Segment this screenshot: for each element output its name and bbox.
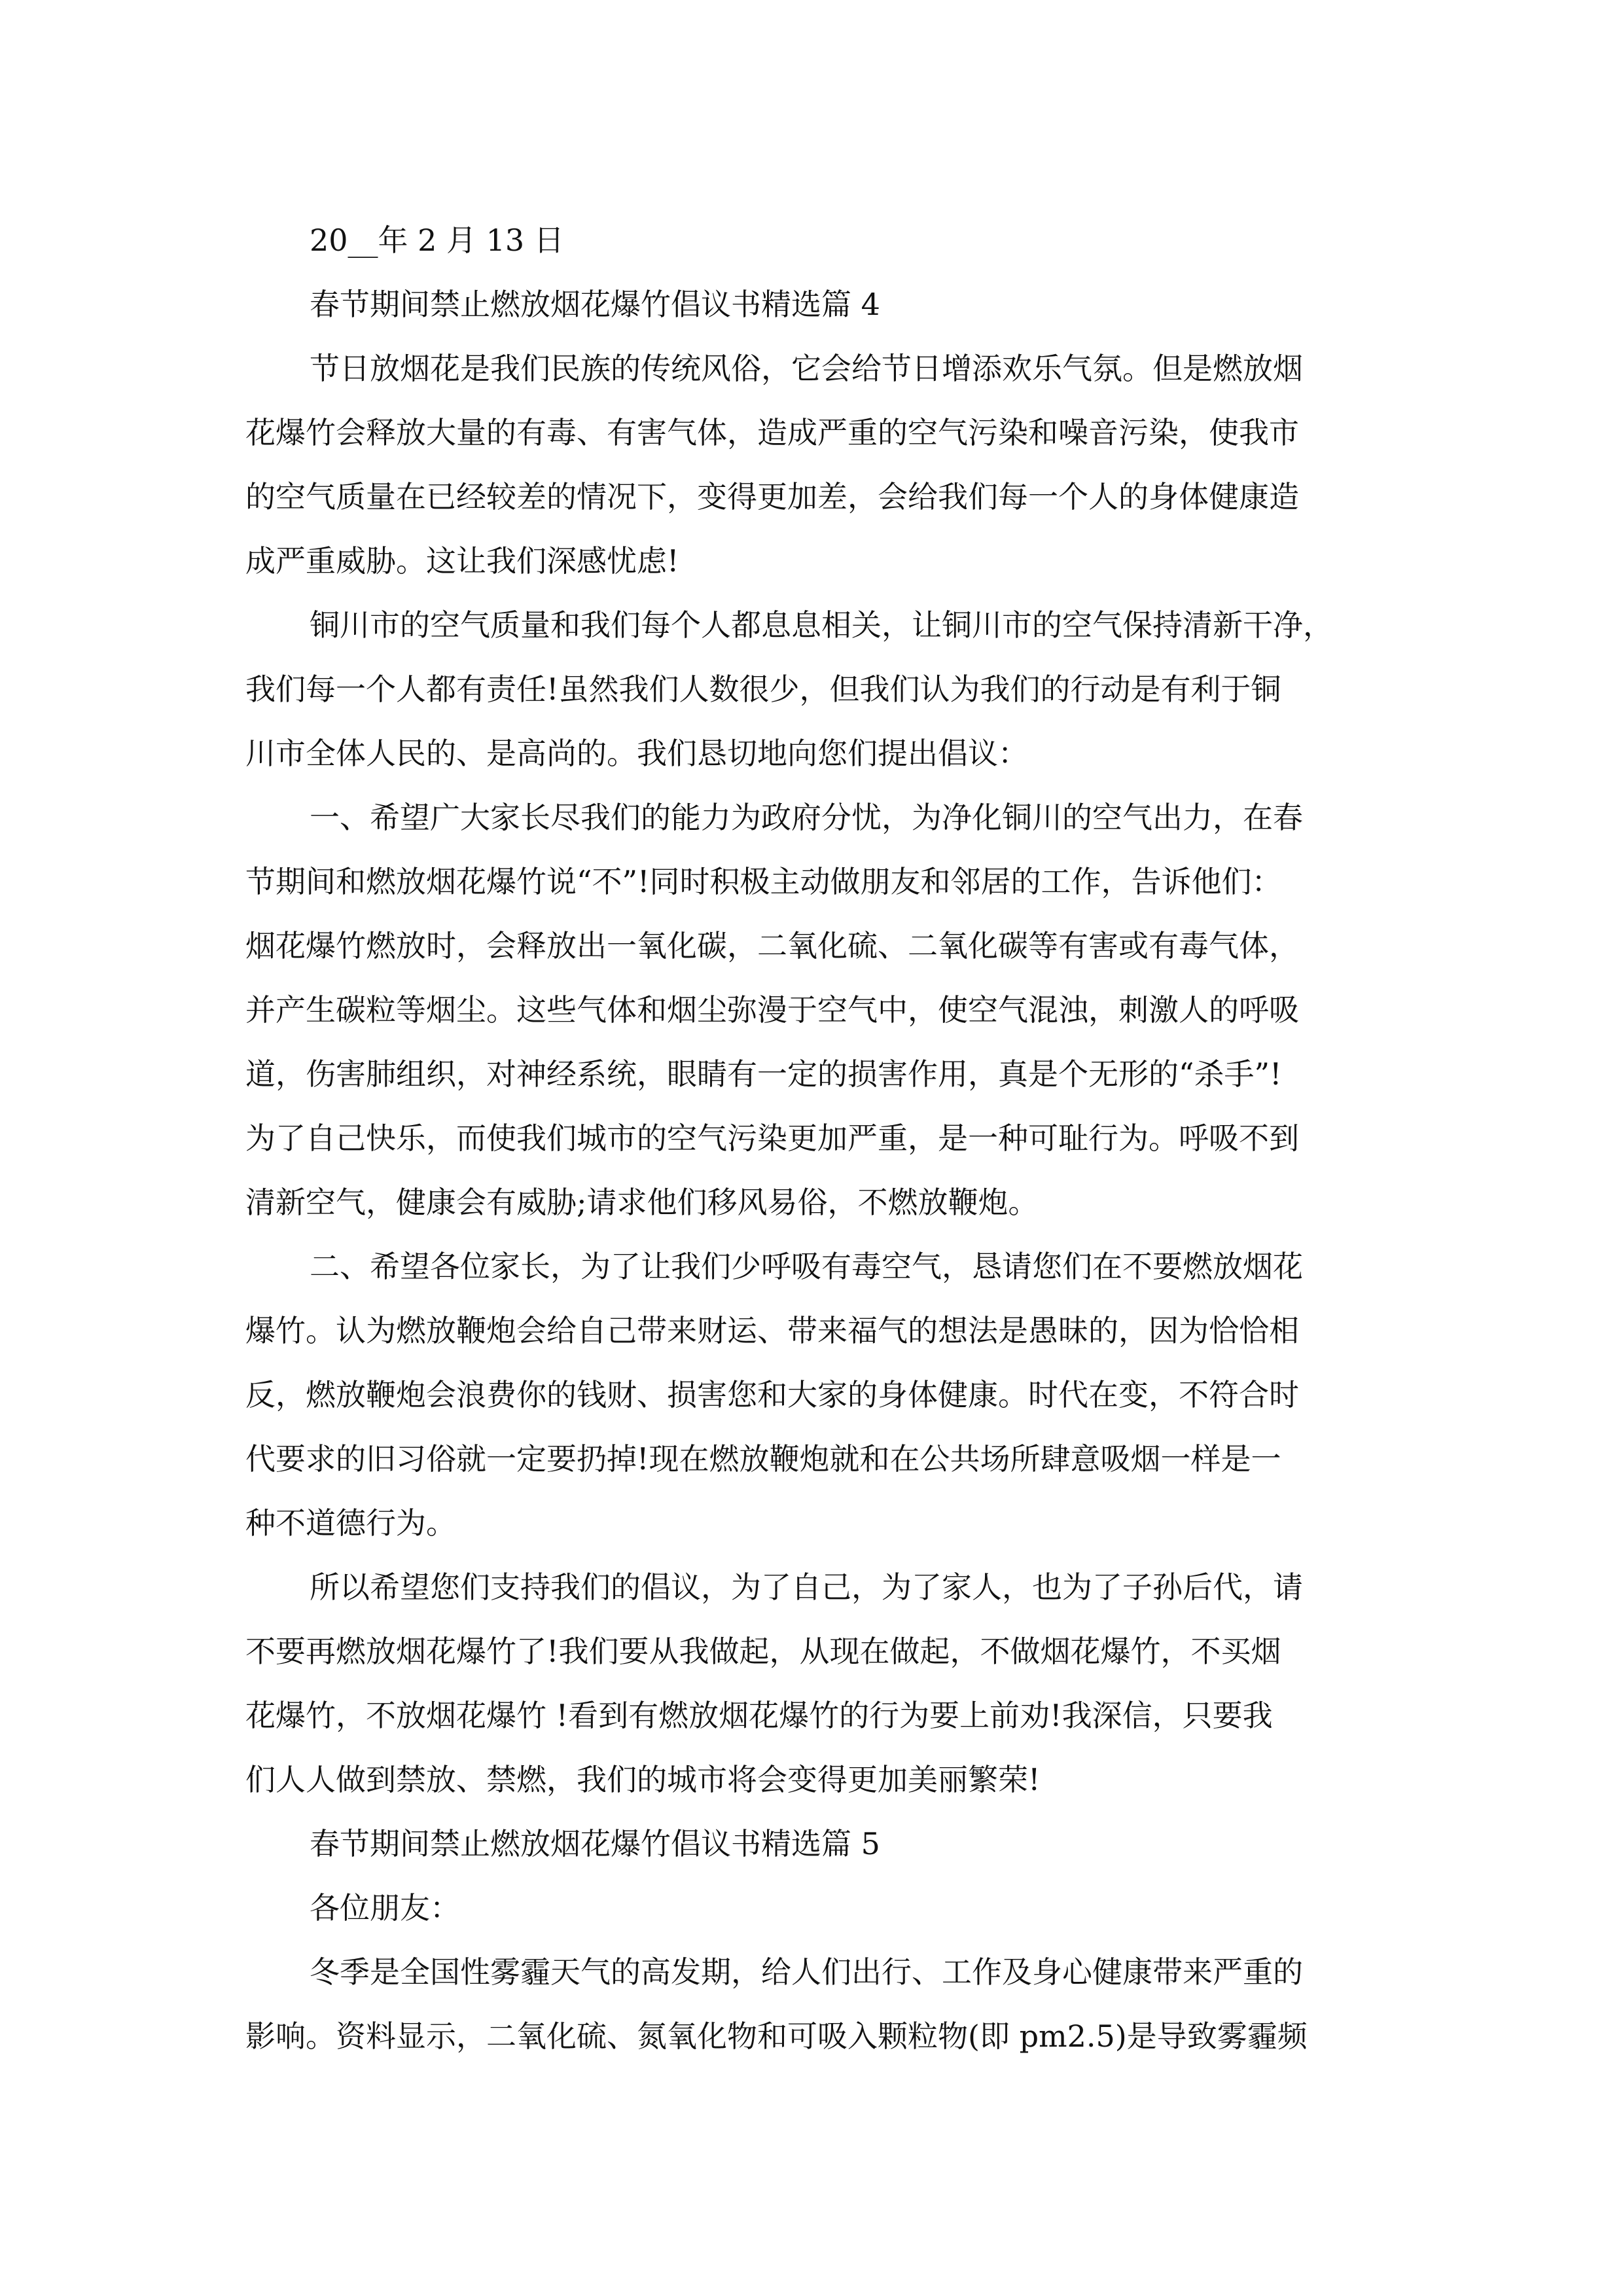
text-line: 川市全体人民的、是高尚的。我们恳切地向您们提出倡议：: [245, 736, 1028, 771]
section-heading-4: 春节期间禁止燃放烟花爆竹倡议书精选篇 4: [310, 287, 880, 322]
text-line: 铜川市的空气质量和我们每个人都息息相关，让铜川市的空气保持清新干净，: [310, 607, 1333, 643]
text-line: 爆竹。认为燃放鞭炮会给自己带来财运、带来福气的想法是愚昧的，因为恰恰相: [245, 1313, 1299, 1348]
paragraph: [245, 1940, 1378, 2068]
text-line: 花爆竹，不放烟花爆竹 !看到有燃放烟花爆竹的行为要上前劝!我深信，只要我: [245, 1698, 1273, 1733]
text-line: 并产生碳粒等烟尘。这些气体和烟尘弥漫于空气中，使空气混浊，刺激人的呼吸: [245, 992, 1299, 1028]
paragraph: [245, 593, 1378, 785]
paragraph: [245, 785, 1378, 1234]
text-line: 所以希望您们支持我们的倡议，为了自己，为了家人，也为了子孙后代，请: [310, 1570, 1303, 1605]
text-line: 为了自己快乐，而使我们城市的空气污染更加严重，是一种可耻行为。呼吸不到: [245, 1121, 1299, 1156]
text-line: 成严重威胁。这让我们深感忧虑!: [245, 543, 679, 579]
section-heading-5: 春节期间禁止燃放烟花爆竹倡议书精选篇 5: [310, 1826, 880, 1861]
text-line: 的空气质量在已经较差的情况下，变得更加差，会给我们每一个人的身体健康造: [245, 479, 1299, 514]
paragraph: [245, 1234, 1378, 1555]
text-line: 道，伤害肺组织，对神经系统，眼睛有一定的损害作用，真是个无形的“杀手”!: [245, 1056, 1282, 1092]
text-line: 一、希望广大家长尽我们的能力为政府分忧，为净化铜川的空气出力，在春: [310, 800, 1303, 835]
text-line: 节期间和燃放烟花爆竹说“不”!同时积极主动做朋友和邻居的工作，告诉他们：: [245, 864, 1282, 899]
text-line: 我们每一个人都有责任!虽然我们人数很少，但我们认为我们的行动是有利于铜: [245, 672, 1281, 707]
date-line: 20__年 2 月 13 日: [310, 223, 564, 258]
text-line: 二、希望各位家长，为了让我们少呼吸有毒空气，恳请您们在不要燃放烟花: [310, 1249, 1303, 1284]
text-line: 冬季是全国性雾霾天气的高发期，给人们出行、工作及身心健康带来严重的: [310, 1954, 1303, 1990]
paragraph: [245, 1555, 1378, 1812]
text-line: 不要再燃放烟花爆竹了!我们要从我做起，从现在做起，不做烟花爆竹，不买烟: [245, 1634, 1281, 1669]
document-body: [245, 208, 1378, 2068]
text-line: 清新空气，健康会有威胁;请求他们移风易俗，不燃放鞭炮。: [245, 1185, 1039, 1220]
text-line: 影响。资料显示，二氧化硫、氮氧化物和可吸入颗粒物(即 pm2.5)是导致雾霾频: [245, 2018, 1308, 2054]
text-line: 花爆竹会释放大量的有毒、有害气体，造成严重的空气污染和噪音污染，使我市: [245, 415, 1299, 450]
salutation: 各位朋友：: [310, 1890, 460, 1926]
text-line: 种不道德行为。: [245, 1505, 456, 1541]
text-line: 们人人做到禁放、禁燃，我们的城市将会变得更加美丽繁荣!: [245, 1762, 1041, 1797]
text-line: 反，燃放鞭炮会浪费你的钱财、损害您和大家的身体健康。时代在变，不符合时: [245, 1377, 1299, 1412]
text-line: 烟花爆竹燃放时，会释放出一氧化碳，二氧化硫、二氧化碳等有害或有毒气体，: [245, 928, 1299, 963]
paragraph: [245, 336, 1378, 593]
text-line: 节日放烟花是我们民族的传统风俗，它会给节日增添欢乐气氛。但是燃放烟: [310, 351, 1303, 386]
text-line: 代要求的旧习俗就一定要扔掉!现在燃放鞭炮就和在公共场所肆意吸烟一样是一: [245, 1441, 1281, 1477]
